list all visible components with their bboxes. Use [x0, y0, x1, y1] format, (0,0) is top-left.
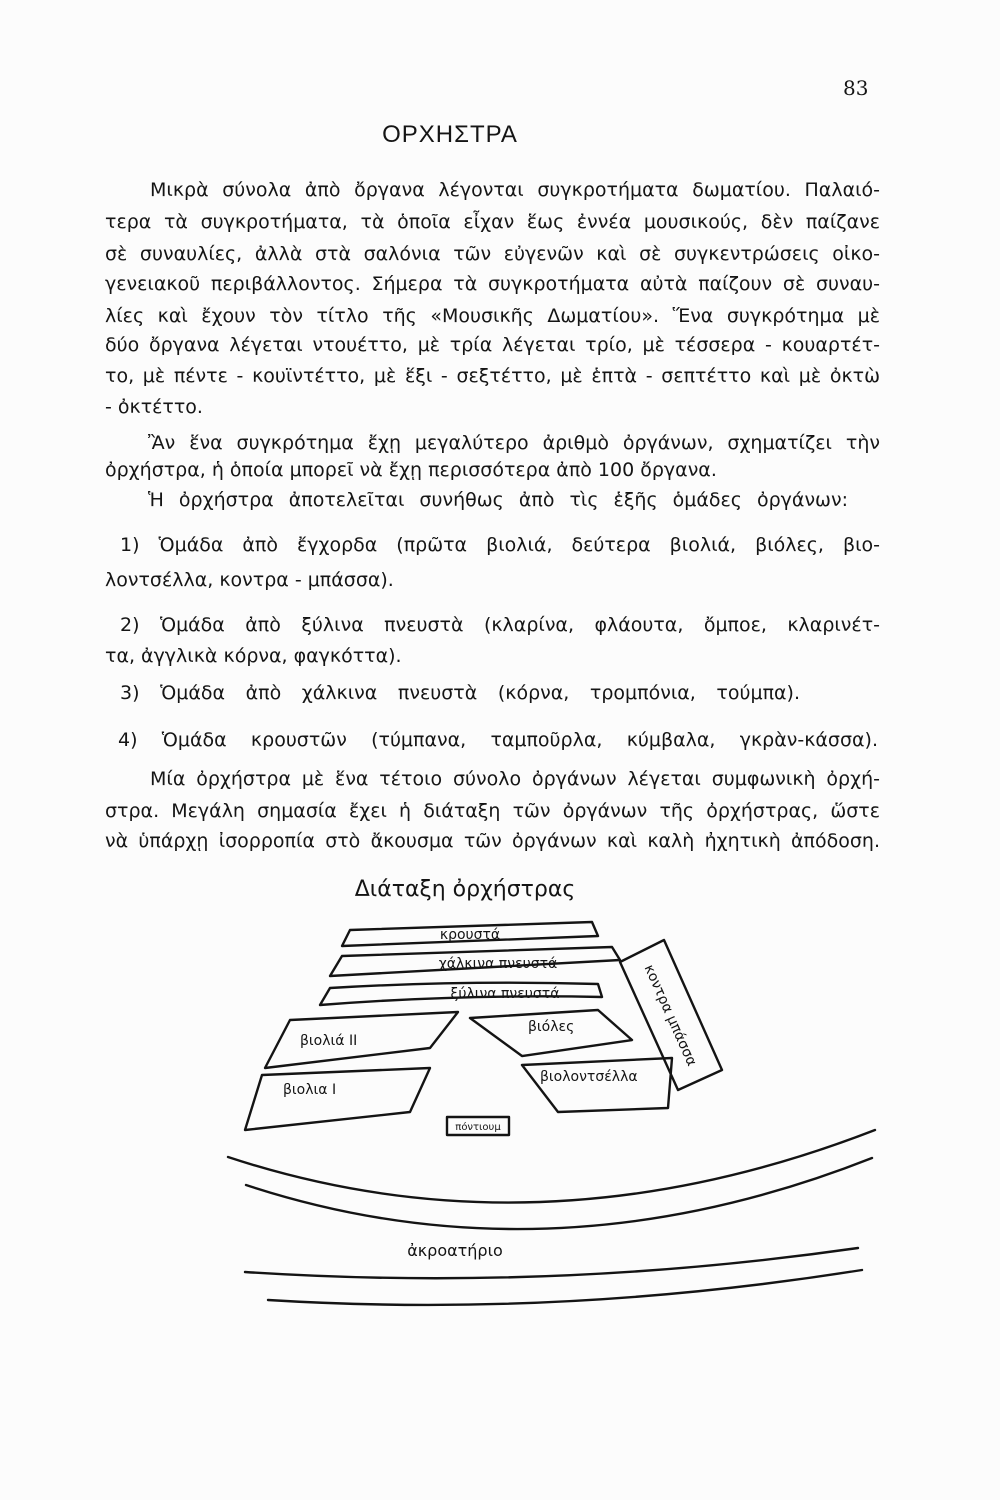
label-violins-1: βιολια Ι — [283, 1082, 337, 1098]
list-item-line: 2) Ὁμάδα ἀπὸ ξύλινα πνευστὰ (κλαρίνα, φλάουτα, ὄμποε, κλαρινέτ- — [120, 614, 880, 636]
list-item-line: 4) Ὁμάδα κρουστῶν (τύμπανα, ταμποῦρλα, κύμβαλα, γκρὰν-κάσσα). — [118, 729, 878, 751]
audience-row-3 — [245, 1248, 858, 1278]
list-item-line: 3) Ὁμάδα ἀπὸ χάλκινα πνευστὰ (κόρνα, τρομπόνια, τούμπα). — [120, 682, 800, 704]
text-line: - ὀκτέττο. — [105, 396, 203, 418]
text-line: Ἂν ἕνα συγκρότημα ἔχῃ μεγαλύτερο ἀριθμὸ ὀργάνων, σχηματίζει τὴν — [148, 432, 880, 454]
section-violins-1 — [245, 1068, 430, 1130]
list-item-line: τα, ἀγγλικὰ κόρνα, φαγκόττα). — [105, 645, 402, 667]
section-cellos — [522, 1058, 672, 1112]
label-violins-2: βιολιά ΙΙ — [300, 1033, 358, 1049]
label-woodwinds: ξύλινα πνευστά — [450, 986, 560, 1002]
orchestra-diagram — [0, 860, 1000, 1340]
text-line: στρα. Μεγάλη σημασία ἔχει ἡ διάταξη τῶν ὀργάνων τῆς ὀρχήστρας, ὥστε — [105, 800, 880, 822]
label-percussion: κρουστά — [439, 927, 501, 943]
page-title: ΟΡΧΗΣΤΡΑ — [382, 121, 518, 148]
label-violas: βιόλες — [528, 1019, 575, 1035]
label-podium: πόντιουμ — [455, 1122, 501, 1133]
text-line: δύο ὄργανα λέγεται ντουέττο, μὲ τρία λέγεται τρίο, μὲ τέσσερα - κουαρτέτ- — [105, 334, 880, 356]
text-line: Μικρὰ σύνολα ἀπὸ ὄργανα λέγονται συγκροτήματα δωματίου. Παλαιό- — [150, 179, 880, 201]
section-violins-2 — [265, 1012, 458, 1068]
page-number: 83 — [843, 76, 869, 100]
text-line: σὲ συναυλίες, ἀλλὰ στὰ σαλόνια τῶν εὐγενῶν καὶ σὲ συγκεντρώσεις οἰκο- — [105, 243, 880, 265]
text-line: ὀρχήστρα, ἡ ὁποία μπορεῖ νὰ ἔχῃ περισσότερα ἀπὸ 100 ὄργανα. — [105, 459, 717, 481]
label-brass: χάλκινα πνευστά — [438, 956, 558, 972]
text-line: τερα τὰ συγκροτήματα, τὰ ὁποῖα εἶχαν ἕως ἐννέα μουσικούς, δὲν παίζανε — [105, 211, 880, 233]
label-cellos: βιολοντσέλλα — [540, 1069, 638, 1085]
text-line: νὰ ὑπάρχῃ ἰσορροπία στὸ ἄκουσμα τῶν ὀργάνων καὶ καλὴ ἠχητικὴ ἀπόδοση. — [105, 830, 880, 852]
label-audience: ἀκροατήριο — [407, 1241, 503, 1260]
text-line: γενειακοῦ περιβάλλοντος. Σήμερα τὰ συγκροτήματα αὐτὰ παίζουν σὲ συναυ- — [105, 273, 880, 295]
text-line: το, μὲ πέντε - κουϊντέττο, μὲ ἕξι - σεξτέττο, μὲ ἑπτὰ - σεπτέττο καὶ μὲ ὀκτὼ — [105, 365, 880, 387]
text-line: λίες καὶ ἔχουν τὸν τίτλο τῆς «Μουσικῆς Δωματίου». Ἕνα συγκρότημα μὲ — [105, 305, 880, 327]
text-line: Μία ὀρχήστρα μὲ ἕνα τέτοιο σύνολο ὀργάνων λέγεται συμφωνικὴ ὀρχή- — [150, 768, 880, 790]
list-item-line: λοντσέλλα, κοντρα - μπάσσα). — [105, 569, 394, 591]
list-item-line: 1) Ὁμάδα ἀπὸ ἔγχορδα (πρῶτα βιολιά, δεύτερα βιολιά, βιόλες, βιο- — [120, 534, 880, 556]
audience-row-2 — [246, 1158, 872, 1229]
text-line: Ἡ ὀρχήστρα ἀποτελεῖται συνήθως ἀπὸ τὶς ἑξῆς ὁμάδες ὀργάνων: — [148, 489, 848, 511]
diagram-title: Διάταξη ὀρχήστρας — [354, 877, 576, 902]
label-double-basses: κοντρα μπάσσα — [640, 962, 700, 1069]
audience-row-1 — [228, 1130, 875, 1203]
